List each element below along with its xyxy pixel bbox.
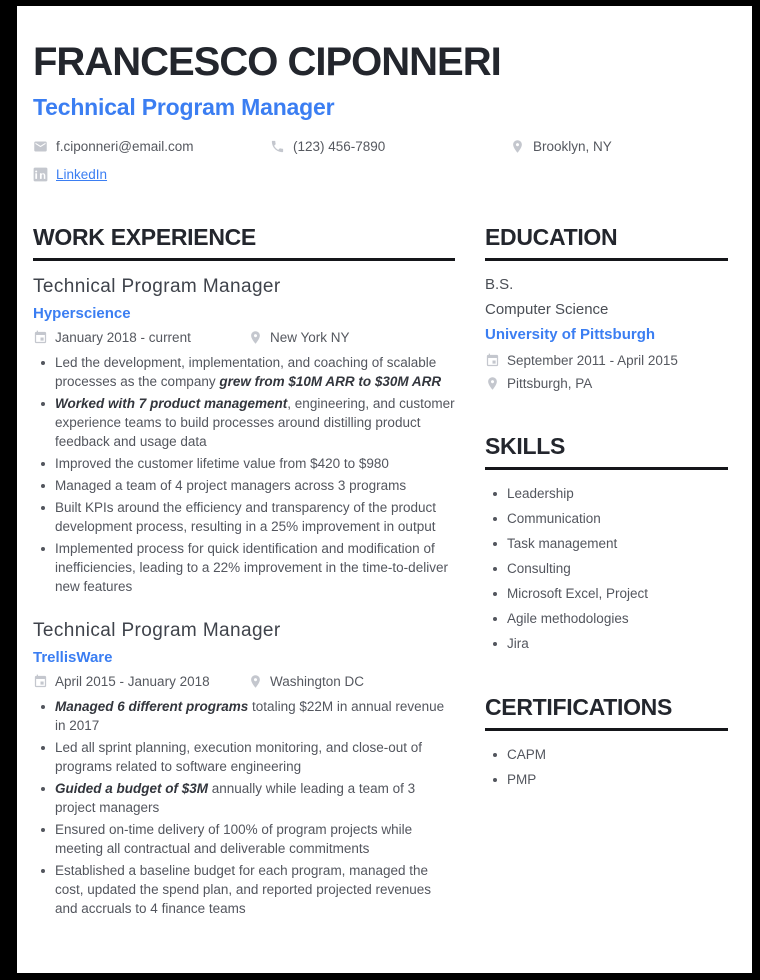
skill-item-text: Leadership xyxy=(507,486,574,501)
bullet-text xyxy=(55,697,455,735)
calendar-icon xyxy=(485,353,500,368)
bullet-dot xyxy=(41,869,45,873)
bullet-text xyxy=(55,476,406,495)
linkedin-icon xyxy=(33,167,48,182)
certifications-list xyxy=(485,746,728,788)
job-location-text: Washington DC xyxy=(270,674,365,689)
bullet-segment: Managed 6 different programs xyxy=(55,699,249,714)
skill-item-text: Agile methodologies xyxy=(507,611,629,626)
certification-item-text: PMP xyxy=(507,772,537,787)
pin-icon xyxy=(248,674,263,689)
job-dates-text: January 2018 - current xyxy=(55,330,191,345)
bullet-dot xyxy=(41,506,45,510)
resume-page xyxy=(17,6,752,973)
resume-header xyxy=(33,42,728,182)
certification-item xyxy=(485,746,728,763)
job-company: Hyperscience xyxy=(33,305,131,322)
education-location xyxy=(485,376,728,391)
bullet-segment: Improved the customer lifetime value from $420 to $980 xyxy=(55,456,389,471)
linkedin-link[interactable]: LinkedIn xyxy=(56,167,108,182)
person-name: FRANCESCO CIPONNERI xyxy=(33,40,501,84)
skill-item xyxy=(485,560,728,577)
job-meta xyxy=(33,330,455,345)
skill-item xyxy=(485,510,728,527)
mail-icon xyxy=(33,139,48,154)
job-dates-text: April 2015 - January 2018 xyxy=(55,674,210,689)
bullet-dot xyxy=(41,705,45,709)
work-experience-heading: WORK EXPERIENCE xyxy=(33,224,455,261)
bullet-text xyxy=(55,394,455,451)
phone-icon xyxy=(270,139,285,154)
contact-phone xyxy=(270,139,510,154)
list-bullet-dot xyxy=(493,592,497,596)
job-company: TrellisWare xyxy=(33,649,113,666)
skills-section xyxy=(485,433,728,652)
skill-item xyxy=(485,535,728,552)
bullet-segment: Worked with 7 product management xyxy=(55,396,288,411)
contact-location xyxy=(510,139,612,154)
bullet-segment: totaling $22M in annual revenue in 2017 xyxy=(55,699,445,733)
left-column xyxy=(33,224,455,942)
bullet-item xyxy=(33,697,455,735)
bullet-segment: annually while leading a team of 3 project managers xyxy=(55,781,416,815)
contact-linkedin xyxy=(33,167,107,182)
education-location-text: Pittsburgh, PA xyxy=(507,376,593,391)
work-jobs xyxy=(33,276,455,918)
education-school: University of Pittsburgh xyxy=(485,326,656,343)
bullet-dot xyxy=(41,547,45,551)
bullet-text xyxy=(55,539,455,596)
list-bullet-dot xyxy=(493,517,497,521)
bullet-item xyxy=(33,454,455,473)
bullet-dot xyxy=(41,787,45,791)
bullet-text xyxy=(55,861,455,918)
contact-row-2 xyxy=(33,167,728,182)
skill-item-text: Consulting xyxy=(507,561,571,576)
list-bullet-dot xyxy=(493,492,497,496)
skill-item-text: Microsoft Excel, Project xyxy=(507,586,649,601)
bullet-segment: Managed a team of 4 project managers across 3 programs xyxy=(55,478,407,493)
bullet-segment: Established a baseline budget for each program, managed the cost, updated the spend plan, and reported projected revenues and accruals to 4 finance teams xyxy=(55,863,432,916)
job-location-text: New York NY xyxy=(270,330,350,345)
skills-list xyxy=(485,485,728,652)
list-bullet-dot xyxy=(493,778,497,782)
bullet-text xyxy=(55,738,455,776)
bullet-item xyxy=(33,820,455,858)
job-dates xyxy=(33,674,248,689)
email-text: f.ciponneri@email.com xyxy=(56,139,194,154)
list-bullet-dot xyxy=(493,753,497,757)
job-dates xyxy=(33,330,248,345)
calendar-icon xyxy=(33,330,48,345)
work-experience-section xyxy=(33,224,455,918)
skill-item xyxy=(485,635,728,652)
skill-item xyxy=(485,610,728,627)
resume-body xyxy=(33,224,728,942)
skill-item-text: Jira xyxy=(507,636,529,651)
list-bullet-dot xyxy=(493,567,497,571)
bullet-item xyxy=(33,353,455,391)
bullet-text xyxy=(55,779,455,817)
bullet-dot xyxy=(41,484,45,488)
calendar-icon xyxy=(33,674,48,689)
bullet-item xyxy=(33,738,455,776)
job-title: Technical Program Manager xyxy=(33,620,281,641)
bullet-segment: Built KPIs around the efficiency and transparency of the product development process, resulting in a 25% improvement in output xyxy=(55,500,436,534)
list-bullet-dot xyxy=(493,542,497,546)
education-field: Computer Science xyxy=(485,301,609,318)
bullet-dot xyxy=(41,828,45,832)
bullet-dot xyxy=(41,361,45,365)
bullet-segment: , engineering, and customer experience teams to build processes around distilling product feedback and usage data xyxy=(55,396,455,449)
bullet-item xyxy=(33,476,455,495)
pin-icon xyxy=(485,376,500,391)
pin-icon xyxy=(510,139,525,154)
bullet-text xyxy=(55,498,455,536)
bullet-item xyxy=(33,498,455,536)
job-location xyxy=(248,330,350,345)
contact-email xyxy=(33,139,270,154)
person-job-title: Technical Program Manager xyxy=(33,94,335,120)
bullet-segment: Led the development, implementation, and coaching of scalable processes as the company xyxy=(55,355,437,389)
education-dates-text: September 2011 - April 2015 xyxy=(507,353,678,368)
education-dates xyxy=(485,353,728,368)
list-bullet-dot xyxy=(493,617,497,621)
bullet-text xyxy=(55,454,389,473)
skill-item xyxy=(485,485,728,502)
bullet-text xyxy=(55,820,455,858)
education-heading: EDUCATION xyxy=(485,224,728,261)
certification-item xyxy=(485,771,728,788)
phone-text: (123) 456-7890 xyxy=(293,139,386,154)
certification-item-text: CAPM xyxy=(507,747,547,762)
bullet-dot xyxy=(41,462,45,466)
bullet-item xyxy=(33,394,455,451)
bullet-segment: grew from $10M ARR to $30M ARR xyxy=(219,374,442,389)
job-entry xyxy=(33,620,455,918)
bullet-segment: Guided a budget of $3M xyxy=(55,781,209,796)
right-column xyxy=(485,224,728,942)
job-bullets xyxy=(33,697,455,918)
bullet-item xyxy=(33,861,455,918)
location-text: Brooklyn, NY xyxy=(533,139,612,154)
bullet-item xyxy=(33,539,455,596)
job-meta xyxy=(33,674,455,689)
job-title: Technical Program Manager xyxy=(33,276,281,297)
bullet-segment: Ensured on-time delivery of 100% of program projects while meeting all contractual and deliverable commitments xyxy=(55,822,413,856)
bullet-segment: Implemented process for quick identification and modification of inefficiencies, leading to a 22% improvement in the time-to-deliver new features xyxy=(55,541,448,594)
skill-item xyxy=(485,585,728,602)
skills-heading: SKILLS xyxy=(485,433,728,470)
bullet-segment: Led all sprint planning, execution monitoring, and close-out of programs related to software engineering xyxy=(55,740,422,774)
bullet-text xyxy=(55,353,455,391)
pin-icon xyxy=(248,330,263,345)
bullet-dot xyxy=(41,402,45,406)
list-bullet-dot xyxy=(493,642,497,646)
skill-item-text: Task management xyxy=(507,536,618,551)
certifications-section xyxy=(485,694,728,788)
job-entry xyxy=(33,276,455,596)
contact-row-1 xyxy=(33,139,728,154)
job-bullets xyxy=(33,353,455,596)
education-degree: B.S. xyxy=(485,276,514,293)
job-location xyxy=(248,674,364,689)
bullet-dot xyxy=(41,746,45,750)
certifications-heading: CERTIFICATIONS xyxy=(485,694,728,731)
education-section xyxy=(485,224,728,391)
skill-item-text: Communication xyxy=(507,511,601,526)
bullet-item xyxy=(33,779,455,817)
